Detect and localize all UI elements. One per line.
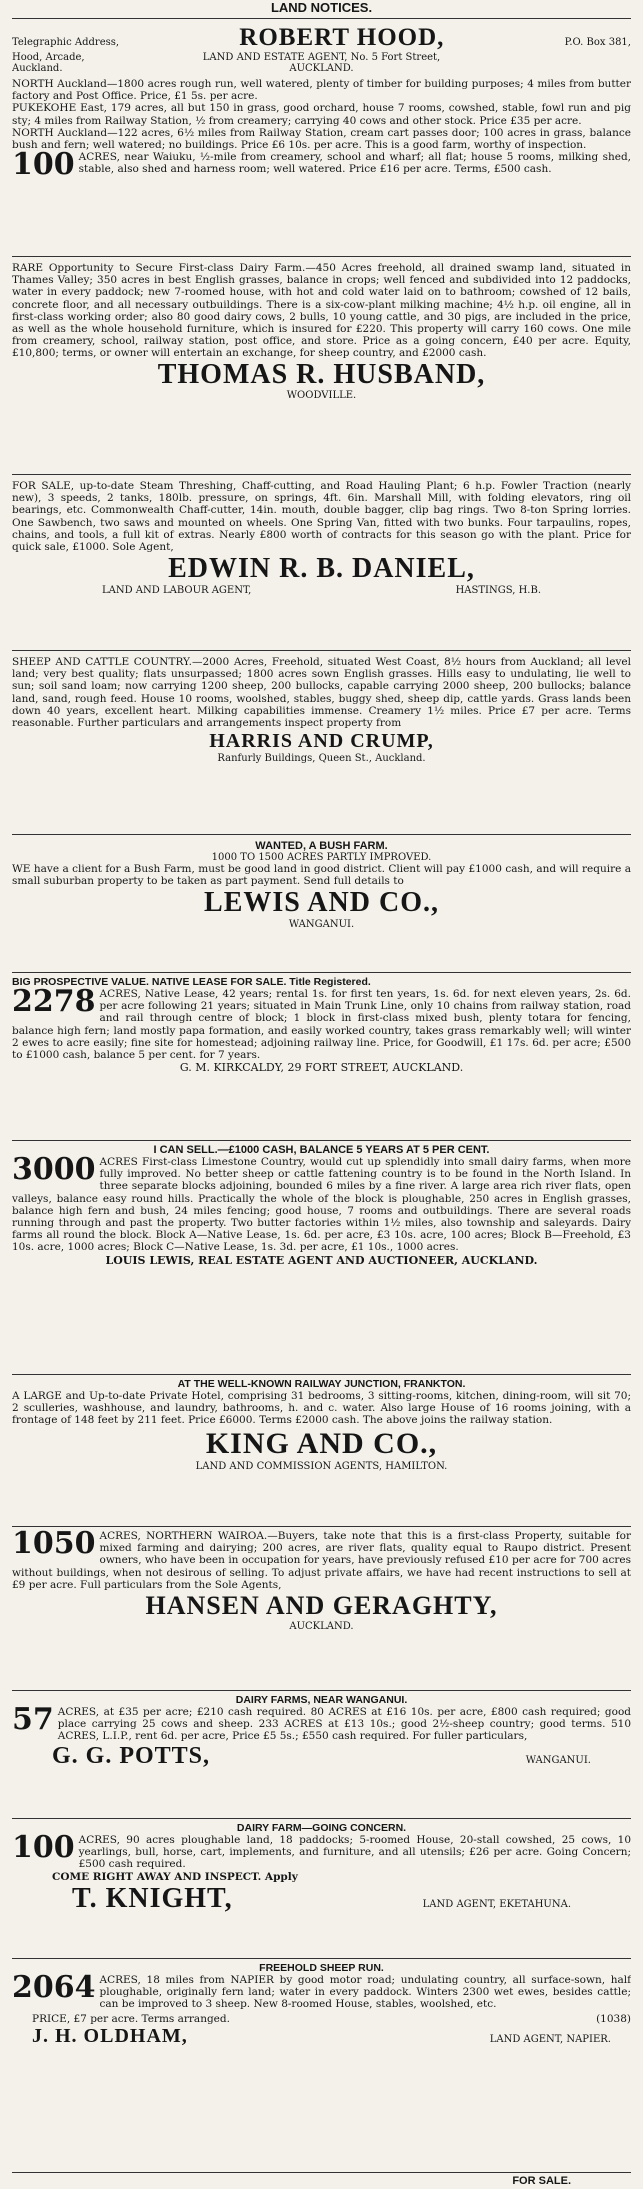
advertiser-name: HANSEN AND GERAGHTY,	[145, 1591, 498, 1621]
ad-reference: (1038)	[596, 2012, 631, 2025]
page-title: LAND NOTICES.	[270, 0, 373, 15]
ad-louis-lewis	[12, 1144, 631, 1372]
ad-heading: DAIRY FARM—GOING CONCERN.	[236, 1822, 407, 1834]
advertiser-name: ROBERT HOOD,	[239, 24, 445, 51]
listing-paragraph: A LARGE and Up-to-date Private Hotel, comprising 31 bedrooms, 3 sitting-rooms, kitchen, dining-room, will sit 70; 2 sculleries, washhouse, and laundry, bathrooms, h. and c. water. Also large House of 16 rooms joining, with a frontage of 148 feet by 211 feet. Price £6000. Terms £2000 cash. The above joins the railway station.	[12, 1390, 631, 1427]
advertiser-name: THOMAS R. HUSBAND,	[157, 358, 486, 390]
listing-paragraph: FOR SALE, up-to-date Steam Threshing, Chaff-cutting, and Road Hauling Plant; 6 h.p. Fowler Traction (nearly new), 3 speeds, 2 tanks, 180lb. pressure, on springs, 4ft. 6in. Marshall Mill, with folding elevators, ring oil bearings, etc. Commonwealth Chaff-cutter, 14in. mouth, double bagger, clip bag rings. Two 8-ton Spring lorries. One Sawbench, two saws and mounted on wheels. One Spring Van, fitted with two bunks. Four tarpaulins, ropes, chains, and tools, a full kit of extras. Nearly £800 worth of contracts for this season go with the plant. Price for quick sale, £1000. Sole Agent,	[12, 480, 631, 554]
divider	[12, 834, 631, 835]
ad-subheading: 1000 TO 1500 ACRES PARTLY IMPROVED.	[211, 852, 432, 863]
acreage-number: 2278	[12, 984, 96, 1019]
ad-king-co	[12, 1378, 631, 1524]
ad-kirkcaldy	[12, 976, 631, 1138]
address-lines: Hood, Arcade, Auckland.	[12, 52, 85, 74]
acreage-number: 1050	[12, 1530, 96, 1561]
advertiser-name: HARRIS AND CRUMP,	[209, 730, 434, 753]
listing-paragraph: ACRES, at £35 per acre; £210 cash required. 80 ACRES at £16 10s. per acre, £800 cash required; good place carrying 25 cows and sheep. 233 ACRES at £13 10s.; good 2½-sheep country; good terms. 510 ACRES, L.I.P., rent 6d. per acre, Price £5 5s.; £550 cash required. For fuller particulars,	[57, 1706, 631, 1743]
advertiser-place: AUCKLAND.	[289, 1621, 354, 1633]
agent-role: LAND AND COMMISSION AGENTS, HAMILTON.	[195, 1460, 448, 1472]
divider	[12, 474, 631, 475]
ad-heading: I CAN SELL.—£1000 CASH, BALANCE 5 YEARS AT 5 PER CENT.	[153, 1144, 490, 1156]
divider	[12, 972, 631, 973]
ad-heading: AT THE WELL-KNOWN RAILWAY JUNCTION, FRANKTON.	[177, 1378, 466, 1390]
ad-thomas-husband	[12, 262, 631, 472]
listing-paragraph: NORTH Auckland—1800 acres rough run, well watered, plenty of timber for building purposes; 4 miles from butter factory and Post Office. Price, £1 5s. per acre.	[12, 78, 631, 103]
listing-paragraph: ACRES, 18 miles from NAPIER by good motor road; undulating country, all surface-sown, half ploughable, originally fern land; water in every paddock. Winters 2300 wet ewes, besides cattle; can be improved to 3 sheep. New 8-roomed House, stables, woolshed, etc.	[99, 1974, 631, 2011]
price-line: PRICE, £7 per acre. Terms arranged.	[32, 2012, 230, 2025]
divider	[12, 256, 631, 257]
advertiser-name: T. KNIGHT,	[72, 1882, 233, 1914]
divider	[12, 1140, 631, 1141]
advertiser-place: WANGANUI.	[288, 919, 355, 931]
ad-heading: BIG PROSPECTIVE VALUE. NATIVE LEASE FOR SALE. Title Registered.	[12, 976, 371, 988]
advertiser-name: EDWIN R. B. DANIEL,	[168, 553, 475, 585]
agent-role: LAND AND ESTATE AGENT, No. 5 Fort Street, AUCKLAND.	[202, 52, 441, 74]
advertiser-place: WOODVILLE.	[286, 389, 357, 401]
ad-gg-potts	[12, 1694, 631, 1816]
agent-role: LAND AND LABOUR AGENT,	[102, 585, 252, 597]
acreage-number: 100	[12, 1830, 75, 1865]
ad-harris-crump	[12, 656, 631, 832]
advertiser-name: J. H. OLDHAM,	[32, 2024, 188, 2047]
advertiser-signature: LOUIS LEWIS, REAL ESTATE AGENT AND AUCTIONEER, AUCKLAND.	[105, 1253, 538, 1267]
agent-role: LAND AGENT, NAPIER.	[489, 2033, 611, 2045]
advertiser-name: G. G. POTTS,	[52, 1742, 211, 1769]
agent-role: LAND AGENT, EKETAHUNA.	[422, 1898, 571, 1910]
listing-paragraph: ACRES First-class Limestone Country, would cut up splendidly into small dairy farms, when more fully improved. No better sheep or cattle fattening country is to be found in the North Island. In three separate blocks adjoining, bounded 6 miles by a fine river. A large area rich river flats, open valleys, balance easy round hills. Practically the whole of the block is ploughable, 250 acres in English grasses, balance high fern and bush, 24 miles fencing; good house, 7 rooms and outbuildings. There are several roads running through and past the property. Two butter factories within 1½ miles, also township and saleyards. Dairy farms all round the block. Block A—Native Lease, 1s. 6d. per acre, £3 10s. acre, 100 acres; Block B—Freehold, £3 10s. acre, 1000 acres; Block C—Native Lease, 1s. 3d. per acre, £1 10s., 1000 acres.	[12, 1156, 631, 1254]
advertiser-place: HASTINGS, H.B.	[455, 585, 541, 597]
advertiser-address: Ranfurly Buildings, Queen St., Auckland.	[217, 753, 426, 765]
call-to-action: COME RIGHT AWAY AND INSPECT. Apply	[52, 1870, 298, 1883]
divider	[12, 1818, 631, 1819]
advertiser-place: WANGANUI.	[525, 1754, 591, 1766]
divider	[12, 18, 631, 19]
ad-hansen-geraghty	[12, 1530, 631, 1688]
footer-heading: FOR SALE.	[512, 2175, 571, 2187]
listing-paragraph: ACRES, Native Lease, 42 years; rental 1s. for first ten years, 1s. 6d. for next eleven years, 2s. 6d. per acre following 21 years; situated in Main Trunk Line, only 10 chains from railway station, road and rail through centre of block; 1 block in first-class mixed bush, plenty totara for fencing, balance high fern; land mostly papa formation, and easily worked country, takes grass remarkably well; will winter 2 ewes to acre easily; fine site for homestead; adjoining railway line. Price, for Goodwill, £1 17s. 6d. per acre; £500 to £1000 cash, balance 5 per cent. for 7 years.	[12, 988, 631, 1062]
divider	[12, 1374, 631, 1375]
listing-paragraph: ACRES, near Waiuku, ½-mile from creamery, school and wharf; all flat; house 5 rooms, milking shed, stable, also shed and harness room; well watered. Price £16 per acre. Terms, £500 cash.	[78, 151, 631, 176]
ad-heading: DAIRY FARMS, NEAR WANGANUI.	[235, 1694, 408, 1706]
listing-paragraph: ACRES, 90 acres ploughable land, 18 paddocks; 5-roomed House, 20-stall cowshed, 25 cows, 10 yearlings, bull, horse, cart, implements, and furniture, and all utensils; £26 per acre. Going Concern; £500 cash required.	[78, 1834, 631, 1871]
po-box: P.O. Box 381,	[564, 37, 631, 48]
divider	[12, 1690, 631, 1691]
listing-paragraph: PUKEKOHE East, 179 acres, all but 150 in grass, good orchard, house 7 rooms, cowshed, stable, fowl run and pig sty; 4 miles from Railway Station, ½ from creamery; carrying 40 cows and other stock. Price £35 per acre.	[12, 102, 631, 127]
divider	[12, 1958, 631, 1959]
advertiser-signature: G. M. KIRKCALDY, 29 FORT STREET, AUCKLAND.	[179, 1061, 464, 1075]
ad-edwin-daniel	[12, 480, 631, 648]
telegraphic-address: Telegraphic Address,	[12, 37, 120, 48]
ad-robert-hood	[12, 24, 631, 254]
acreage-number: 2064	[12, 1970, 96, 2005]
divider	[12, 650, 631, 651]
ad-heading: WANTED, A BUSH FARM.	[255, 840, 388, 852]
divider	[12, 2172, 631, 2173]
advertiser-name: LEWIS AND CO.,	[204, 887, 439, 919]
divider	[12, 1526, 631, 1527]
listing-paragraph: WE have a client for a Bush Farm, must be good land in good district. Client will pay £1000 cash, and will require a small suburban property to be taken as part payment. Send full details to	[12, 863, 631, 888]
listing-paragraph: RARE Opportunity to Secure First-class Dairy Farm.—450 Acres freehold, all drained swamp land, situated in Thames Valley; 350 acres in best English grasses, balance in crops; well fenced and subdivided into 12 paddocks, water in every paddock; new 7-roomed house, with hot and cold water laid on to bathroom; cowshed of 12 bails, concrete floor, and all necessary outbuildings. There is a six-cow-plant milking machine; 4½ h.p. oil engine, all in first-class working order; also 80 good dairy cows, 2 bulls, 10 young cattle, and 30 pigs, are included in the price, as well as the whole household furniture, which is insured for £220. This property will carry 160 cows. One mile from creamery, school, railway station, post office, and store. Price as a going concern, £40 per acre. Equity, £10,800; terms, or owner will entertain an exchange, for sheep country, and £2000 cash.	[12, 262, 631, 360]
ad-t-knight	[12, 1822, 631, 1956]
ad-lewis-co	[12, 840, 631, 970]
acreage-number: 3000	[12, 1152, 96, 1187]
acreage-number: 100	[12, 147, 75, 183]
ad-jh-oldham	[12, 1962, 631, 2170]
acreage-number: 57	[12, 1702, 54, 1737]
ad-heading: FREEHOLD SHEEP RUN.	[259, 1962, 384, 1974]
listing-paragraph: SHEEP AND CATTLE COUNTRY.—2000 Acres, Freehold, situated West Coast, 8½ hours from Auckland; all level land; very best quality; flats unsurpassed; 1800 acres sown English grasses. Hills easy to undulating, lie well to sun; soil sand loam; now carrying 1200 sheep, 200 bullocks, capable carrying 2000 sheep, 200 bullocks; balance land, sand, rough feed. House 10 rooms, woolshed, stables, buggy shed, sheep dip, cattle yards. Grass lands been down 40 years, excellent heart. Milking capabilities immense. Creamery 1½ miles. Price £7 per acre. Terms reasonable. Further particulars and arrangements inspect property from	[12, 656, 631, 730]
advertiser-name: KING AND CO.,	[205, 1426, 438, 1460]
listing-paragraph: NORTH Auckland—122 acres, 6½ miles from Railway Station, cream cart passes door; 100 acres in grass, balance bush and fern; well watered; no buildings. Price £6 10s. per acre. This is a good farm, worthy of inspection.	[12, 126, 631, 152]
listing-paragraph: ACRES, NORTHERN WAIROA.—Buyers, take note that this is a first-class Property, suitable for mixed farming and dairying; 200 acres, are river flats, quality equal to Raupo district. Present owners, who have been in occupation for years, have previously refused £10 per acre for 700 acres without buildings, when not desirous of selling. To adjust private affairs, we have had recent instructions to sell at £9 per acre. Full particulars from the Sole Agents,	[12, 1530, 631, 1591]
